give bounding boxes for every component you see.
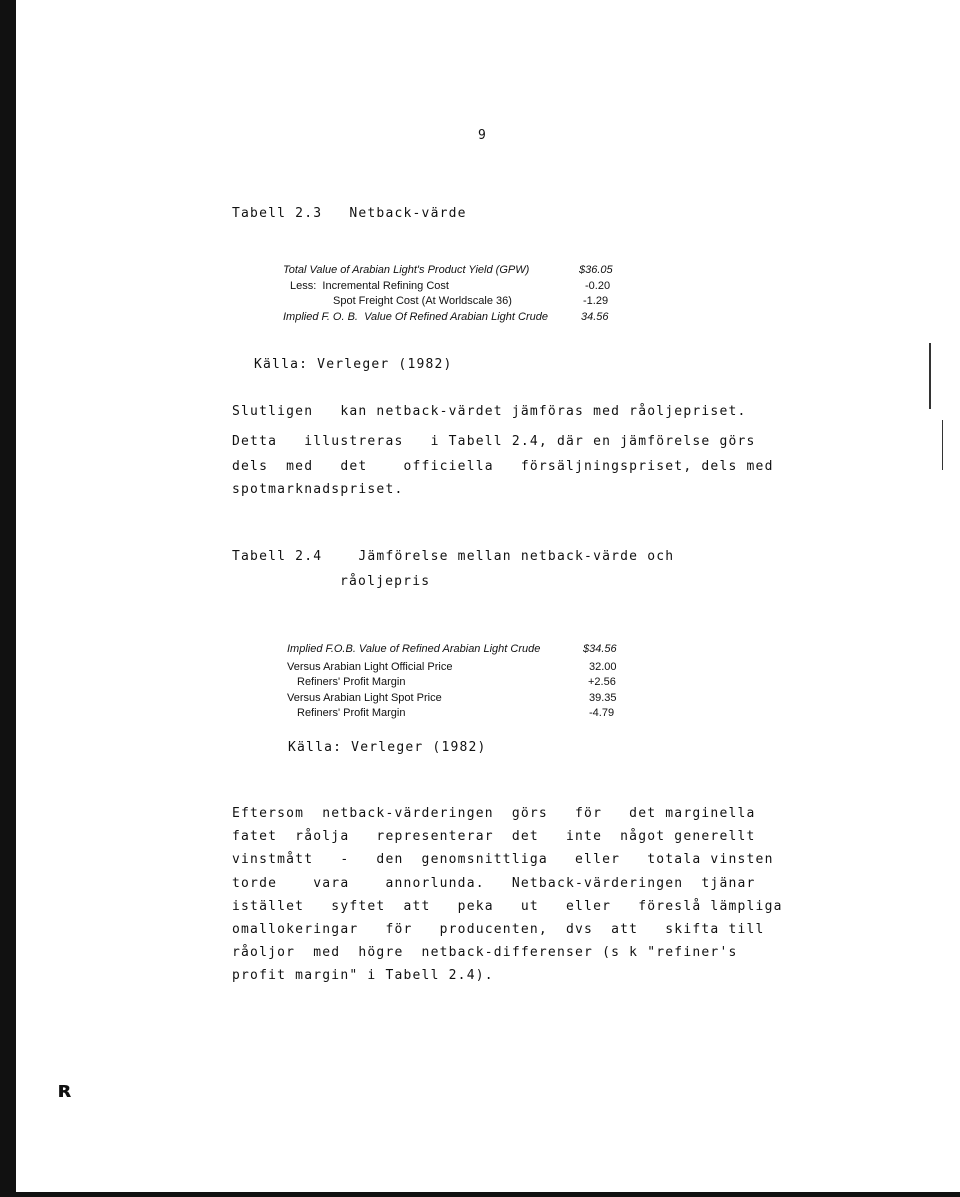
table1-row-label: Total Value of Arabian Light's Product Yield (GPW) (283, 264, 530, 276)
table1-row-label: Less: Incremental Refining Cost (290, 280, 449, 292)
bottom-scan-edge (0, 1192, 960, 1197)
table2-row-value: 39.35 (589, 692, 617, 704)
table2-row-label: Refiners' Profit Margin (297, 676, 406, 688)
table2-title: Tabell 2.4 Jämförelse mellan netback-värde och (232, 549, 675, 564)
right-margin-line (929, 343, 931, 409)
paragraph1-line: dels med det officiella försäljningspriset, dels med (232, 459, 774, 474)
paragraph2-line: fatet råolja representerar det inte något generellt (232, 829, 756, 844)
table1-row-value: $36.05 (579, 264, 613, 276)
table1-source: Källa: Verleger (1982) (254, 357, 453, 372)
table1-row-value: 34.56 (581, 311, 609, 323)
table2-source: Källa: Verleger (1982) (288, 740, 487, 755)
paragraph1-line: Detta illustreras i Tabell 2.4, där en jämförelse görs (232, 434, 756, 449)
paragraph2-line: Eftersom netback-värderingen görs för det marginella (232, 806, 756, 821)
page-number: 9 (478, 128, 486, 143)
table2-row-label: Versus Arabian Light Official Price (287, 661, 453, 673)
left-scan-edge (0, 0, 16, 1197)
paragraph2-line: istället syftet att peka ut eller föreslå lämpliga (232, 899, 783, 914)
table2-row-label: Implied F.O.B. Value of Refined Arabian Light Crude (287, 643, 541, 655)
paragraph1-line: Slutligen kan netback-värdet jämföras med råoljepriset. (232, 404, 747, 419)
table1-row-label: Spot Freight Cost (At Worldscale 36) (333, 295, 512, 307)
table2-title-line2: råoljepris (340, 574, 431, 589)
table2-row-value: +2.56 (588, 676, 616, 688)
margin-handwritten-mark: ʀ (58, 1078, 73, 1103)
table2-row-value: $34.56 (583, 643, 617, 655)
paragraph1-line: spotmarknadspriset. (232, 482, 404, 497)
table1-row-label: Implied F. O. B. Value Of Refined Arabian Light Crude (283, 311, 548, 323)
table1-row-value: -0.20 (585, 280, 611, 292)
paragraph2-line: torde vara annorlunda. Netback-värderingen tjänar (232, 876, 756, 891)
table2-row-label: Refiners' Profit Margin (297, 707, 406, 719)
table2-row-label: Versus Arabian Light Spot Price (287, 692, 442, 704)
table2-row-value: -4.79 (589, 707, 615, 719)
table1-row-value: -1.29 (583, 295, 609, 307)
right-margin-line-2 (942, 420, 943, 470)
paragraph2-line: profit margin" i Tabell 2.4). (232, 968, 494, 983)
paragraph2-line: vinstmått - den genomsnittliga eller totala vinsten (232, 852, 774, 867)
table1-title: Tabell 2.3 Netback-värde (232, 206, 467, 221)
table2-row-value: 32.00 (589, 661, 617, 673)
paragraph2-line: råoljor med högre netback-differenser (s k "refiner's (232, 945, 738, 960)
paragraph2-line: omallokeringar för producenten, dvs att skifta till (232, 922, 765, 937)
